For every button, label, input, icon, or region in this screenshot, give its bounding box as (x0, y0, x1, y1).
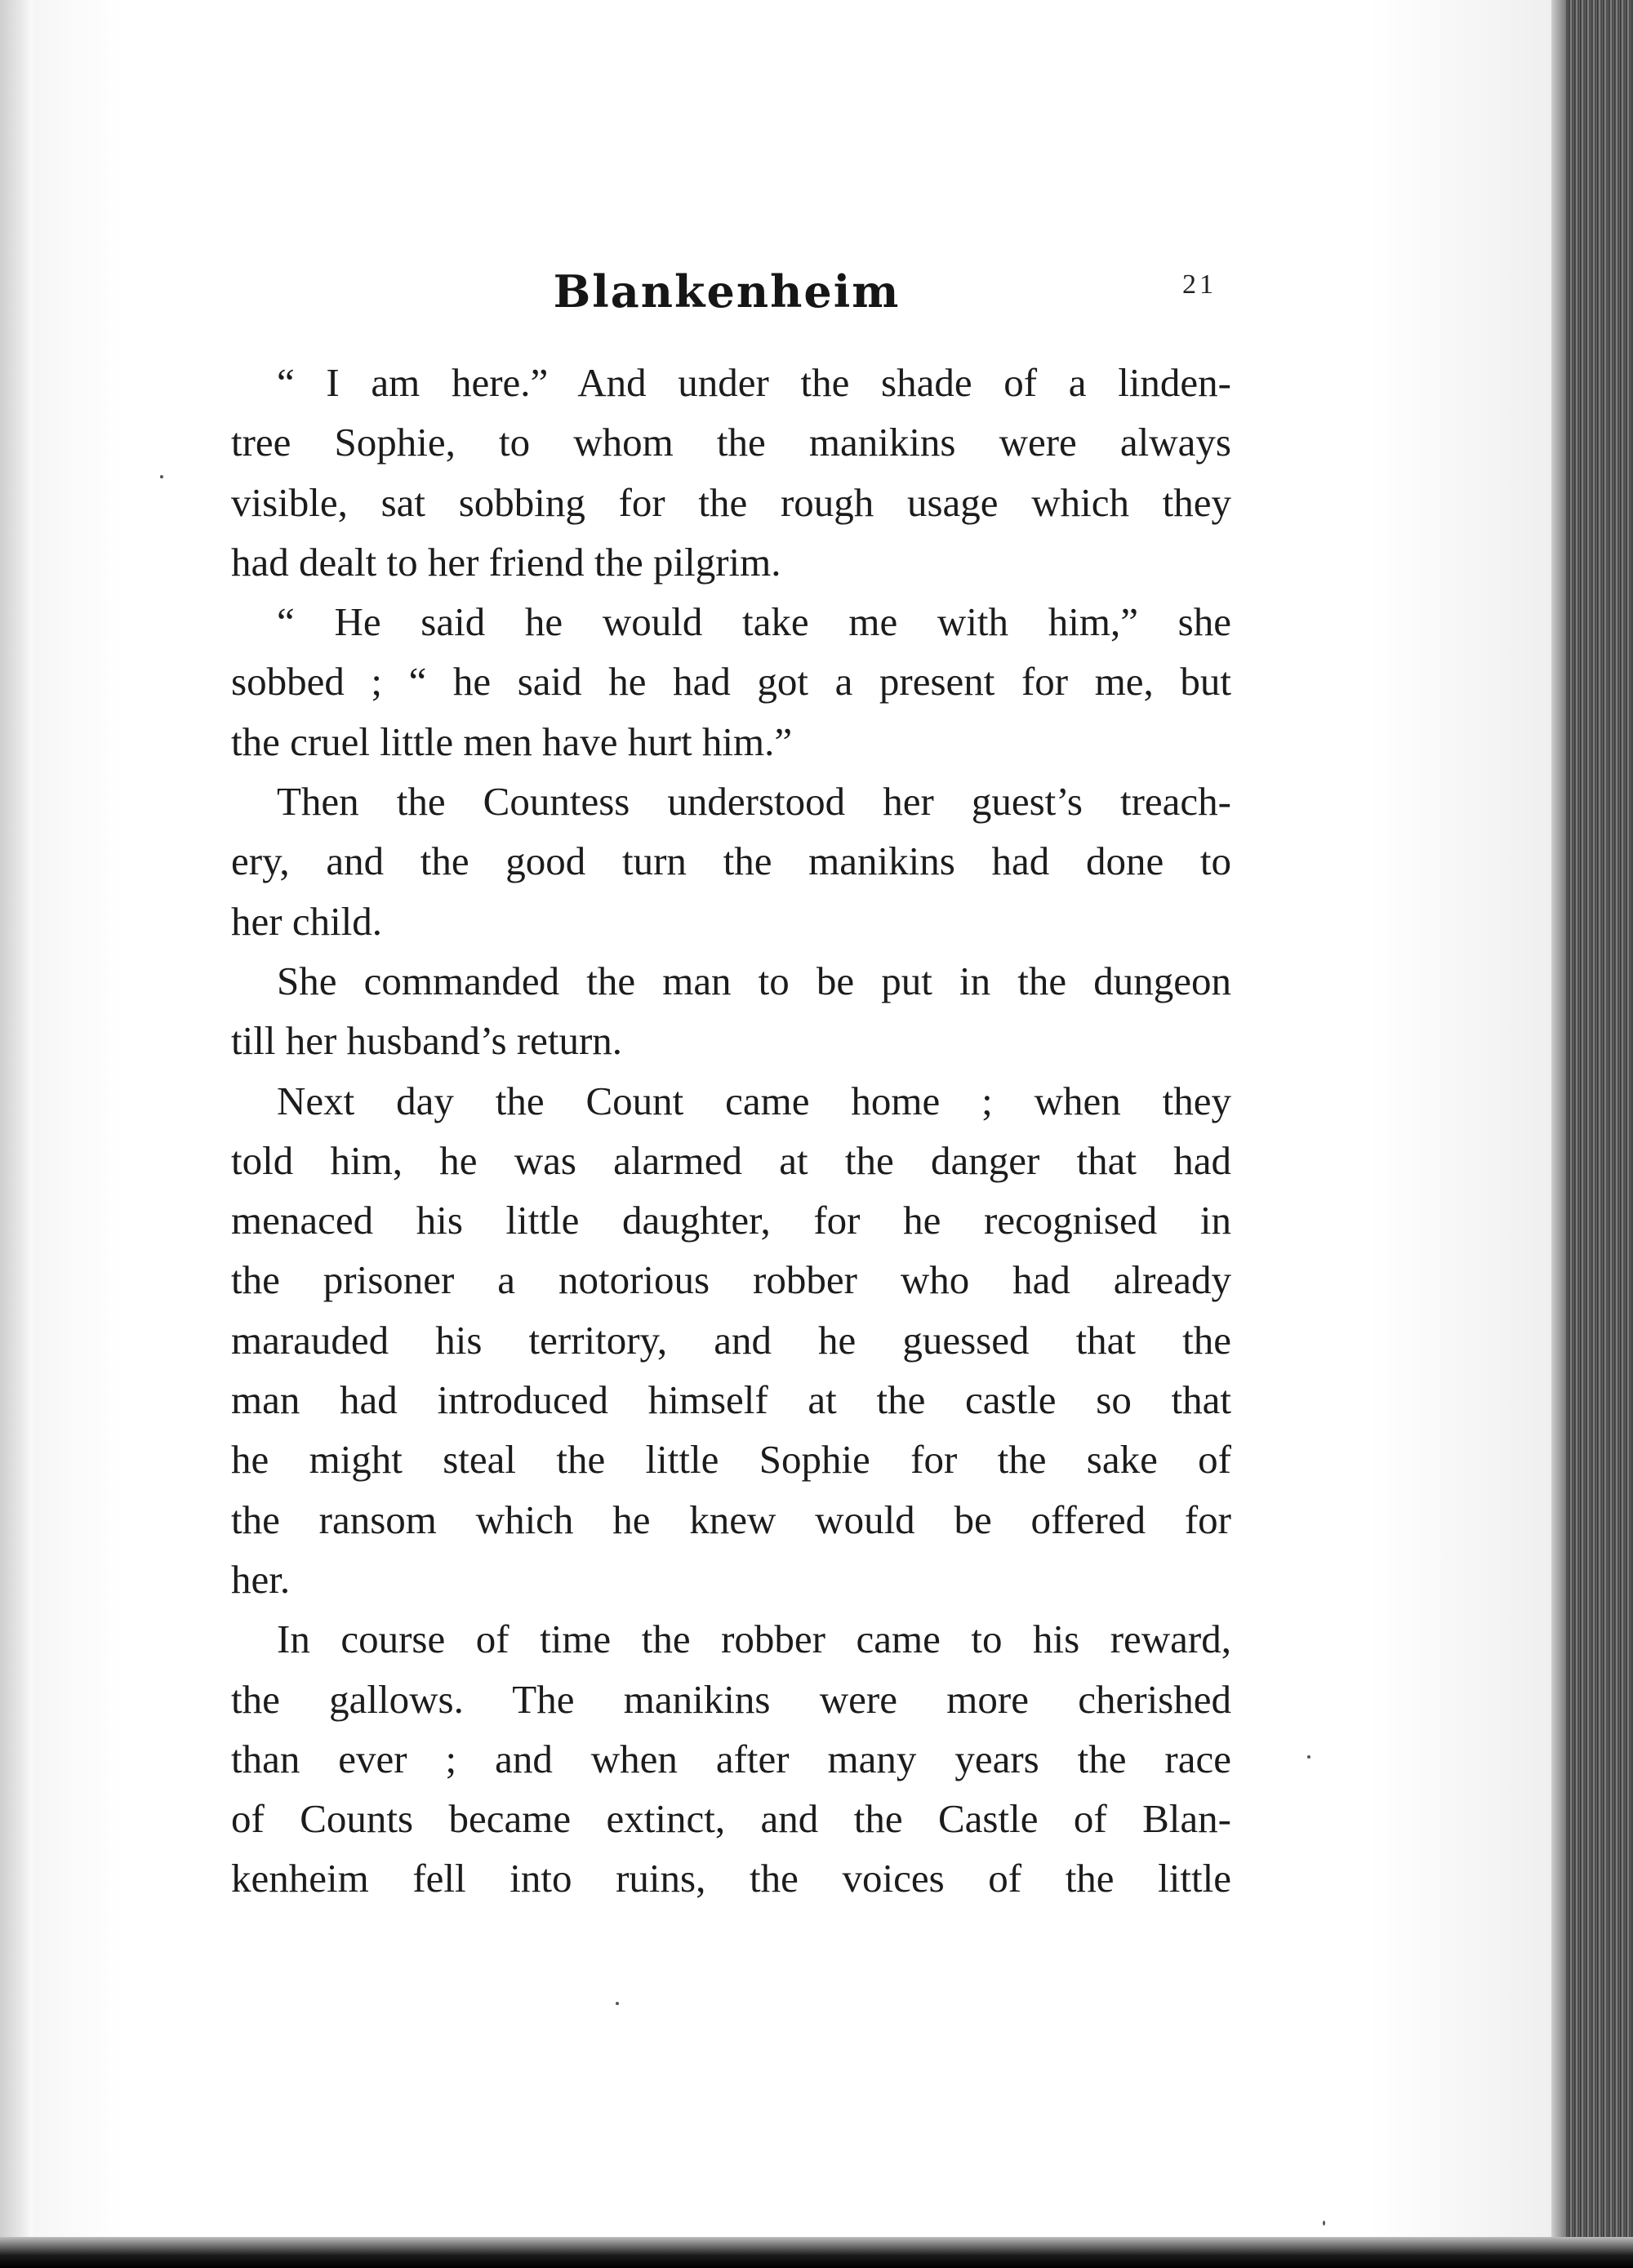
text-line: the cruel little men have hurt him.” (231, 718, 793, 764)
body-text (231, 353, 1231, 1909)
text-line: till her husband’s return. (231, 1018, 623, 1064)
text-line: had dealt to her friend the pilgrim. (231, 539, 781, 585)
text-line: the gallows. The manikins were more cherished (231, 1676, 1231, 1722)
paper-speck (1323, 2221, 1325, 2226)
paper-speck (160, 475, 163, 478)
paper-speck (1307, 1755, 1310, 1759)
text-line: She commanded the man to be put in the dungeon (277, 958, 1231, 1003)
text-line: visible, sat sobbing for the rough usage which they (231, 479, 1231, 525)
text-line: than ever ; and when after many years the race (231, 1736, 1231, 1781)
text-line: man had introduced himself at the castle so that (231, 1377, 1231, 1423)
running-title: Blankenheim (553, 265, 901, 318)
text-line: “ I am here.” And under the shade of a linden- (277, 360, 1231, 405)
text-line: Then the Countess understood her guest’s treach- (277, 779, 1231, 825)
text-line: sobbed ; “ he said he had got a present for me, but (231, 659, 1231, 705)
text-line: he might steal the little Sophie for the sake of (231, 1437, 1231, 1483)
text-line: marauded his territory, and he guessed that the (231, 1317, 1231, 1363)
text-line: kenheim fell into ruins, the voices of the little (231, 1856, 1231, 1901)
text-line: the prisoner a notorious robber who had already (231, 1257, 1231, 1303)
bottom-shadow-band (0, 2237, 1633, 2268)
text-line: tree Sophie, to whom the manikins were always (231, 420, 1231, 465)
text-line: In course of time the robber came to his reward, (277, 1617, 1231, 1662)
page-number: 21 (1182, 269, 1217, 300)
text-line: her child. (231, 898, 383, 944)
page-edge-stack (1551, 0, 1633, 2268)
text-line: the ransom which he knew would be offered for (231, 1496, 1231, 1542)
paper-speck (616, 2002, 619, 2005)
text-line: “ He said he would take me with him,” she (277, 599, 1231, 645)
text-line: Next day the Count came home ; when they (277, 1078, 1231, 1123)
text-line: her. (231, 1556, 291, 1602)
text-line: menaced his little daughter, for he recognised in (231, 1198, 1231, 1243)
text-line: of Counts became extinct, and the Castle of Blan- (231, 1796, 1231, 1842)
left-binding-gutter (0, 0, 33, 2268)
text-line: ery, and the good turn the manikins had done to (231, 838, 1231, 884)
text-line: told him, he was alarmed at the danger that had (231, 1137, 1231, 1183)
